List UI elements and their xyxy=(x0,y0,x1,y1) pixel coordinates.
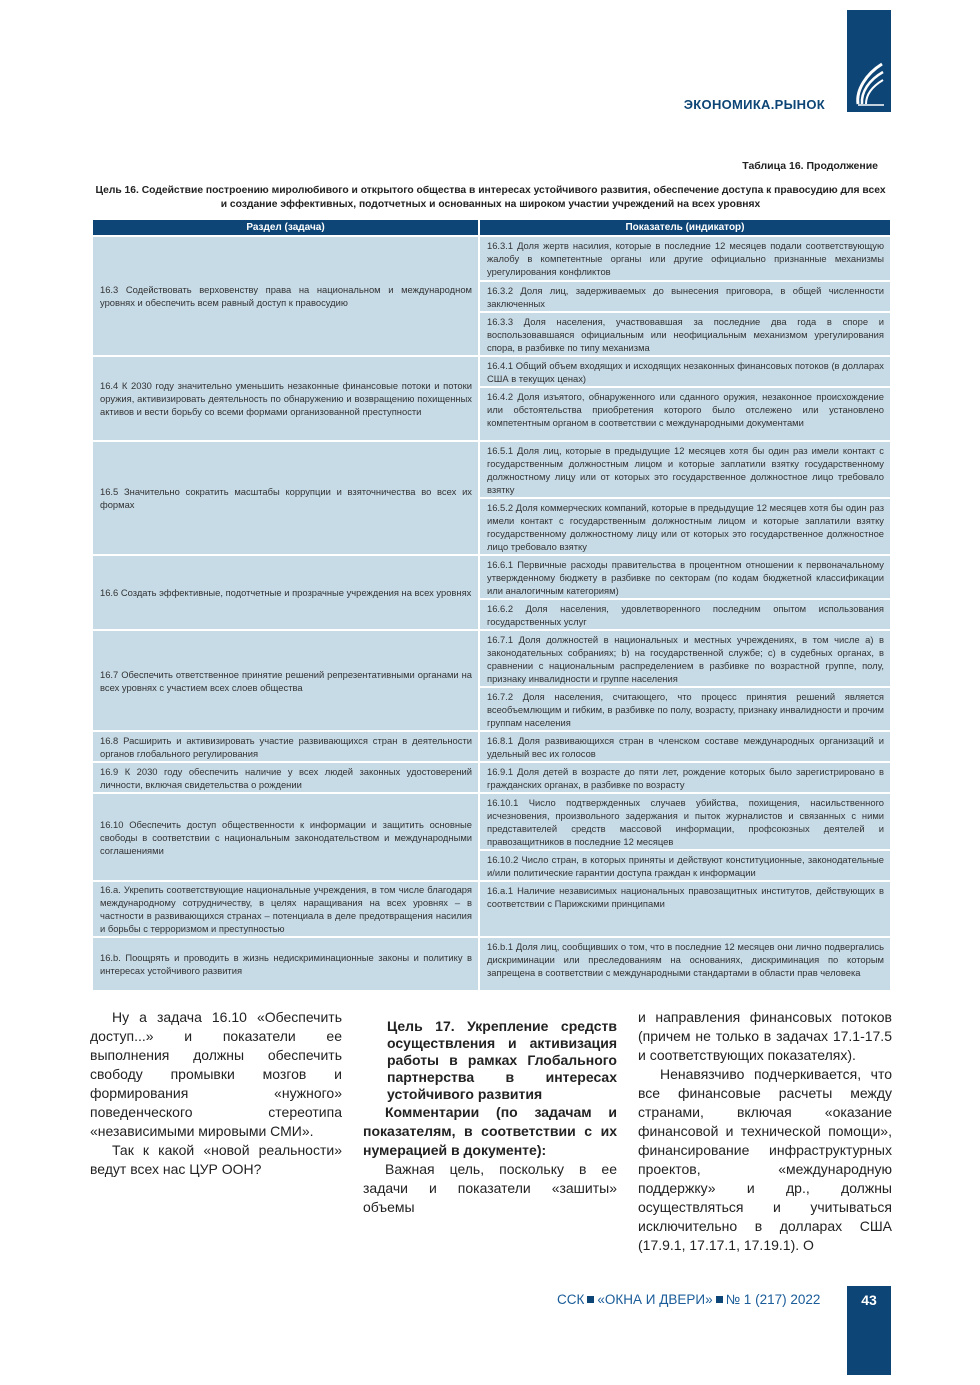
indicator-cell: 16.9.1 Доля детей в возрасте до пяти лет, рождение которых было зарегистрировано в гражданских органах, в разбивке по возрасту xyxy=(479,762,891,793)
indicator-cell: 16.6.1 Первичные расходы правительства в процентном отношении к первоначальному утвержденному бюджету в разбивке по секторам (по кодам бюджетной классификации или аналогичным категориям) xyxy=(479,555,891,599)
goal-17-heading-text: Цель 17. Укрепление средств осуществления и активизация работы в рамках Глобального партнерства в интересах устойчивого развития xyxy=(387,1018,617,1102)
article-column-1 xyxy=(90,1008,342,1179)
indicator-cell: 16.10.2 Число стран, в которых приняты и действуют конституционные, законодательные и/или политические гарантии доступа граждан к информации xyxy=(479,850,891,881)
indicator-cell: 16.6.2 Доля населения, удовлетворенного последним опытом использования государственных услуг xyxy=(479,599,891,630)
indicator-cell: 16.8.1 Доля развивающихся стран в членском составе международных организаций и удельный вес их голосов xyxy=(479,731,891,762)
table-row xyxy=(92,441,891,498)
page-number: 43 xyxy=(861,1292,877,1308)
footer-issue-info xyxy=(557,1292,820,1307)
article-paragraph: Ну а задача 16.10 «Обеспечить доступ...» и показатели ее выполнения должны обеспечить свободу промывки мозгов и формирования «нужного» поведенческого стереотипа «независимыми мировыми СМИ». xyxy=(90,1009,342,1139)
table-row xyxy=(92,731,891,762)
indicator-cell: 16.5.1 Доля лиц, которые в предыдущие 12 месяцев хотя бы один раз имели контакт с государственным должностным лицом и которые заплатили взятку государственному должностному лицу или от которых это государственное должностное лицо требовало взятку xyxy=(479,441,891,498)
table-row xyxy=(92,356,891,387)
table-header-row xyxy=(92,220,891,236)
task-cell: 16.5 Значительно сократить масштабы коррупции и взяточничества во всех их формах xyxy=(92,441,479,555)
table-row xyxy=(92,236,891,281)
indicator-cell: 16.4.2 Доля изъятого, обнаруженного или сданного оружия, незаконное происхождение или обстоятельства приобретения которого было отслежено или установлено компетентным органом в соответствии с международными документами xyxy=(479,387,891,441)
square-bullet-icon xyxy=(587,1296,594,1303)
table-row xyxy=(92,762,891,793)
article-paragraph: Так к какой «новой реальности» ведут всех нас ЦУР ООН? xyxy=(90,1142,342,1177)
square-bullet-icon xyxy=(716,1296,723,1303)
table-row xyxy=(92,555,891,599)
task-cell: 16.b. Поощрять и проводить в жизнь недискриминационные законы и политику в интересах устойчивого развития xyxy=(92,937,479,991)
goal-17-heading xyxy=(387,1018,617,1103)
magazine-logo-icon xyxy=(852,60,886,108)
footer-issue: № 1 (217) 2022 xyxy=(725,1292,821,1307)
indicator-cell: 16.7.1 Доля должностей в национальных и местных учреждениях, в том числе a) в законодательных собраниях; b) на государственной службе; c) в судебных органах, в сравнении с национальным распределением в разбивке по возрастной группе, полу, признаку инвалидности и группе населения xyxy=(479,630,891,687)
task-cell: 16.4 К 2030 году значительно уменьшить незаконные финансовые потоки и потоки оружия, активизировать деятельность по обнаружению и возвращению похищенных активов и вести борьбу со всеми формами организованной преступности xyxy=(92,356,479,441)
task-cell: 16.8 Расширить и активизировать участие развивающихся стран в деятельности органов глобального регулирования xyxy=(92,731,479,762)
indicator-cell: 16.b.1 Доля лиц, сообщивших о том, что в последние 12 месяцев они лично подвергались дискриминации или преследованиям на основаниях, дискриминация по которым запрещена в соответствии с международными стандартами в области прав человека xyxy=(479,937,891,991)
task-cell: 16.10 Обеспечить доступ общественности к информации и защитить основные свободы в соответствии с национальным законодательством и международными соглашениями xyxy=(92,793,479,881)
article-column-3 xyxy=(638,1008,892,1255)
indicator-cell: 16.3.2 Доля лиц, задерживаемых до вынесения приговора, в общей численности заключенных xyxy=(479,281,891,312)
table-row xyxy=(92,793,891,850)
article-paragraph: и направления финансовых потоков (причем не только в задачах 17.1-17.5 и соответствующих показателях). xyxy=(638,1009,892,1063)
task-cell: 16.a. Укрепить соответствующие национальные учреждения, в том числе благодаря международному сотрудничеству, в целях наращивания на всех уровнях – в частности в развивающихся странах – потенциала в деле предотвращения насилия и борьбы с терроризмом и преступностью xyxy=(92,881,479,937)
indicator-cell: 16.10.1 Число подтвержденных случаев убийства, похищения, насильственного исчезновения, произвольного задержания и пыток журналистов и связанных с ними представителей средств массовой информации, профсоюзных деятелей и правозащитников в последние 12 месяцев xyxy=(479,793,891,850)
article-column-2 xyxy=(363,1008,617,1217)
task-cell: 16.3 Содействовать верховенству права на национальном и международном уровнях и обеспечить всем равный доступ к правосудию xyxy=(92,236,479,356)
footer-publisher: ССК xyxy=(557,1292,585,1307)
indicator-cell: 16.7.2 Доля населения, считающего, что процесс принятия решений является всеобъемлющим и гибким, в разбивке по полу, возрасту, признаку инвалидности и прочим группам населения xyxy=(479,687,891,731)
section-name: ЭКОНОМИКА.РЫНОК xyxy=(683,97,825,112)
column-header-indicator: Показатель (индикатор) xyxy=(479,220,891,236)
task-cell: 16.9 К 2030 году обеспечить наличие у всех людей законных удостоверений личности, включая свидетельства о рождении xyxy=(92,762,479,793)
table-caption: Таблица 16. Продолжение xyxy=(742,160,878,172)
table-row xyxy=(92,937,891,991)
comment-heading: Комментарии (по задачам и показателям, в соответствии с их нумерацией в документе): xyxy=(363,1104,617,1158)
article-paragraph: Ненавязчиво подчеркивается, что все финансовые расчеты между странами, включая «оказание финансовой и технической помощи», финансирование инфраструктурных проектов, «международную поддержку» и др., должны осуществляться и учитываться исключительно в долларах США (17.9.1, 17.17.1, 17.19.1). О xyxy=(638,1066,892,1253)
indicator-cell: 16.4.1 Общий объем входящих и исходящих незаконных финансовых потоков (в долларах США в текущих ценах) xyxy=(479,356,891,387)
table-title: Цель 16. Содействие построению миролюбивого и открытого общества в интересах устойчивого развития, обеспечение доступа к правосудию для всех и создание эффективных, подотчетных и основанных на широком участии учреждений на всех уровнях xyxy=(95,185,886,210)
article-paragraph: Важная цель, поскольку в ее задачи и показатели «зашиты» объемы xyxy=(363,1161,617,1215)
task-cell: 16.7 Обеспечить ответственное принятие решений репрезентативными органами на всех уровнях с участием всех слоев общества xyxy=(92,630,479,731)
indicator-cell: 16.5.2 Доля коммерческих компаний, которые в предыдущие 12 месяцев хотя бы один раз имели контакт с государственным должностным лицом и которые заплатили взятку государственному должностному лицу или от которых это государственное должностное лицо требовало взятку xyxy=(479,498,891,555)
goal-16-table xyxy=(91,220,892,992)
table-row xyxy=(92,630,891,687)
indicator-cell: 16.3.1 Доля жертв насилия, которые в последние 12 месяцев подали соответствующую жалобу в компетентные органы или другие официально признанные механизмы урегулирования конфликтов xyxy=(479,236,891,281)
task-cell: 16.6 Создать эффективные, подотчетные и прозрачные учреждения на всех уровнях xyxy=(92,555,479,630)
indicator-cell: 16.a.1 Наличие независимых национальных правозащитных институтов, действующих в соответствии с Парижскими принципами xyxy=(479,881,891,937)
column-header-task: Раздел (задача) xyxy=(92,220,479,236)
footer-magazine: «ОКНА И ДВЕРИ» xyxy=(597,1292,713,1307)
table-row xyxy=(92,881,891,937)
indicator-cell: 16.3.3 Доля населения, участвовавшая за последние два года в споре и воспользовавшаяся официальным или неофициальным механизмом урегулирования спора, в разбивке по типу механизма xyxy=(479,312,891,356)
